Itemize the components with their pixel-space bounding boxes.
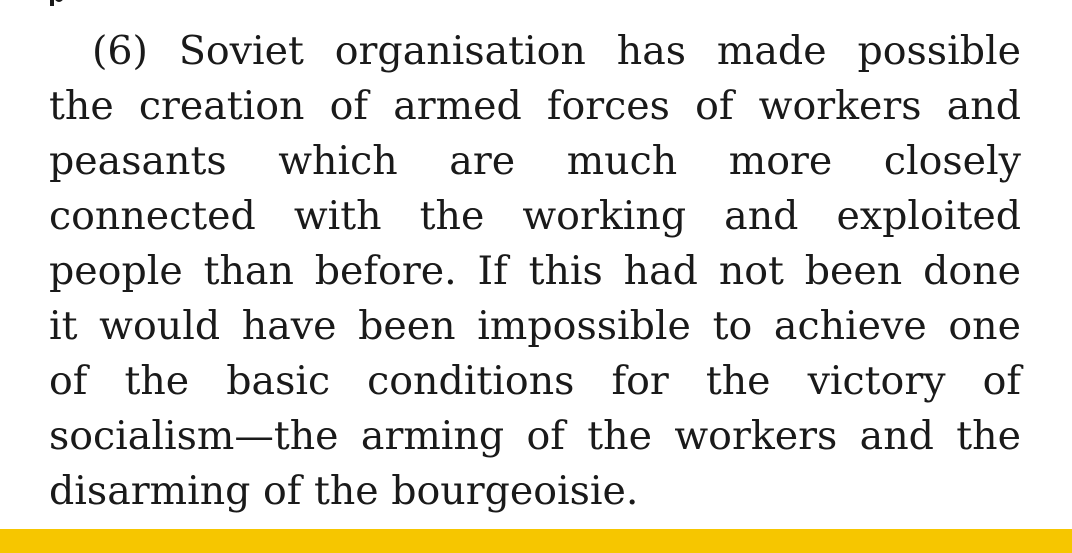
paragraph-line: socialism—the arming of the workers and the xyxy=(49,413,1021,459)
paragraph-line: the creation of armed forces of workers and xyxy=(49,83,1021,129)
paragraph-line: (6) Soviet organisation has made possible xyxy=(92,28,1021,74)
previous-line-fragment xyxy=(48,0,68,6)
paragraph-line: people than before. If this had not been done xyxy=(49,248,1021,294)
paragraph-line: connected with the working and exploited xyxy=(49,193,1021,239)
highlight-bar xyxy=(0,529,1072,553)
paragraph-line: peasants which are much more closely xyxy=(49,138,1021,184)
paragraph-line: of the basic conditions for the victory of xyxy=(49,358,1021,404)
paragraph-line: disarming of the bourgeoisie. xyxy=(49,468,639,514)
body-paragraph xyxy=(49,24,1021,519)
paragraph-line: it would have been impossible to achieve one xyxy=(49,303,1021,349)
